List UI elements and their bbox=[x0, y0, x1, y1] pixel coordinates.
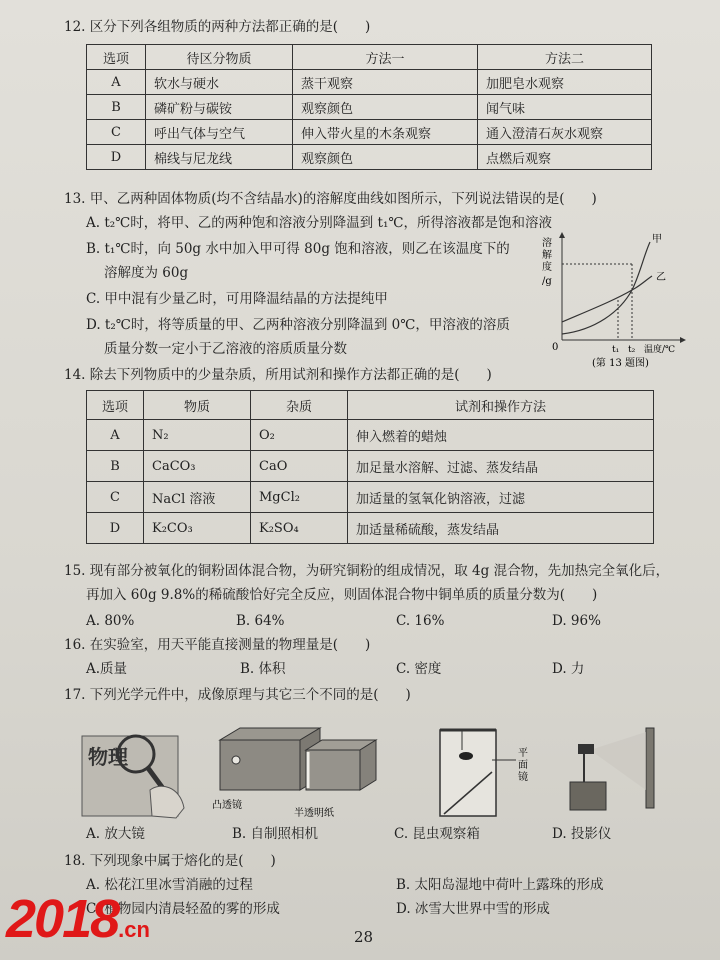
table-header-row bbox=[87, 45, 652, 70]
q13-stem: 13. 甲、乙两种固体物质(均不含结晶水)的溶解度曲线如图所示，下列说法错误的是( ) bbox=[64, 191, 597, 207]
page-number: 28 bbox=[354, 928, 374, 946]
q18-stem: 18. 下列现象中属于熔化的是( ) bbox=[64, 853, 276, 869]
magnifier-figure bbox=[80, 720, 190, 820]
camera-figure bbox=[210, 720, 390, 820]
table-row bbox=[87, 420, 654, 451]
watermark-logo bbox=[6, 888, 150, 950]
q17-option-a: A. 放大镜 bbox=[86, 826, 145, 842]
q17-option-b: B. 自制照相机 bbox=[232, 826, 319, 842]
table-header-cell: 方法二 bbox=[478, 45, 652, 70]
q18-option-a: A. 松花江里冰雪消融的过程 bbox=[86, 877, 253, 893]
q15-option-a: A. 80% bbox=[86, 613, 135, 629]
origin-label: 0 bbox=[552, 342, 559, 353]
curve-jia bbox=[562, 242, 650, 334]
table-row bbox=[87, 120, 652, 145]
table-cell: A bbox=[87, 70, 146, 95]
q17-option-c: C. 昆虫观察箱 bbox=[394, 826, 480, 842]
q14-stem: 14. 除去下列物质中的少量杂质，所用试剂和操作方法都正确的是( ) bbox=[64, 367, 492, 383]
q17-option-d: D. 投影仪 bbox=[552, 826, 612, 842]
y-label: 解 bbox=[542, 250, 552, 261]
table-cell: K₂SO₄ bbox=[251, 513, 348, 544]
table-cell: B bbox=[87, 95, 146, 120]
series-yi-label: 乙 bbox=[656, 272, 666, 283]
box-front bbox=[220, 740, 300, 790]
projector-figure bbox=[560, 720, 670, 820]
table-header-row bbox=[87, 391, 654, 420]
q17-stem: 17. 下列光学元件中，成像原理与其它三个不同的是( ) bbox=[64, 687, 411, 703]
book-title: 物理 bbox=[88, 745, 128, 769]
table-cell: 蒸干观察 bbox=[293, 70, 478, 95]
y-label: 度 bbox=[542, 262, 552, 273]
q15-stem-line1: 15. 现有部分被氧化的铜粉固体混合物，为研究铜粉的组成情况，取 4g 混合物，先加热完全氧化后， bbox=[64, 563, 670, 579]
x-label: 温度/℃ bbox=[644, 345, 676, 355]
series-jia-label: 甲 bbox=[652, 234, 662, 245]
q15-option-b: B. 64% bbox=[236, 613, 285, 629]
q18-option-c: C. 植物园内清晨轻盈的雾的形成 bbox=[86, 901, 280, 917]
q15-stem-line2: 再加入 60g 9.8%的稀硫酸恰好完全反应，则固体混合物中铜单质的质量分数为( ) bbox=[86, 587, 598, 603]
q16-option-d: D. 力 bbox=[552, 661, 585, 677]
table-header-cell: 试剂和操作方法 bbox=[348, 391, 654, 420]
table-cell: 棉线与尼龙线 bbox=[146, 145, 293, 170]
q13-option-a: A. t₂℃时，将甲、乙的两种饱和溶液分别降温到 t₁℃，所得溶液都是饱和溶液 bbox=[86, 215, 552, 231]
mirror-label: 面 bbox=[518, 760, 528, 771]
mirror-label: 镜 bbox=[518, 772, 528, 783]
table-row bbox=[87, 145, 652, 170]
q13-option-d-cont: 质量分数一定小于乙溶液的溶质质量分数 bbox=[104, 341, 347, 357]
q18-option-d: D. 冰雪大世界中雪的形成 bbox=[396, 901, 550, 917]
table-cell: 通入澄清石灰水观察 bbox=[478, 120, 652, 145]
hand bbox=[150, 786, 184, 818]
table-cell: B bbox=[87, 451, 144, 482]
q15-option-d: D. 96% bbox=[552, 613, 601, 629]
chart-caption: (第 13 题图) bbox=[592, 358, 649, 368]
table-row bbox=[87, 513, 654, 544]
table-cell: CaO bbox=[251, 451, 348, 482]
q16-option-c: C. 密度 bbox=[396, 661, 442, 677]
screen bbox=[646, 728, 654, 808]
curve-yi bbox=[562, 276, 652, 322]
table-cell: N₂ bbox=[144, 420, 251, 451]
lens-label: 凸透镜 bbox=[212, 800, 242, 811]
paper-label: 半透明纸 bbox=[294, 808, 334, 819]
q13-option-c: C. 甲中混有少量乙时，可用降温结晶的方法提纯甲 bbox=[86, 291, 388, 307]
t1-tick-label: t₁ bbox=[612, 345, 620, 355]
q13-option-d: D. t₂℃时，将等质量的甲、乙两种溶液分别降温到 0℃，甲溶液的溶质 bbox=[86, 317, 510, 333]
table-header-cell: 方法一 bbox=[293, 45, 478, 70]
light-beam bbox=[590, 732, 646, 790]
table-cell: D bbox=[87, 513, 144, 544]
q16-option-b: B. 体积 bbox=[240, 661, 286, 677]
table-row bbox=[87, 95, 652, 120]
q13-option-b-cont: 溶解度为 60g bbox=[104, 265, 189, 281]
table-cell: 伸入燃着的蜡烛 bbox=[348, 420, 654, 451]
table-cell: 磷矿粉与碳铵 bbox=[146, 95, 293, 120]
table-cell: 观察颜色 bbox=[293, 145, 478, 170]
table-cell: 点燃后观察 bbox=[478, 145, 652, 170]
q15-option-c: C. 16% bbox=[396, 613, 445, 629]
table-header-cell: 选项 bbox=[87, 45, 146, 70]
inner-box-front bbox=[306, 750, 360, 790]
table-row bbox=[87, 451, 654, 482]
table-header-cell: 待区分物质 bbox=[146, 45, 293, 70]
table-cell: NaCl 溶液 bbox=[144, 482, 251, 513]
table-cell: O₂ bbox=[251, 420, 348, 451]
y-label: /g bbox=[542, 276, 552, 287]
q12-stem: 12. 区分下列各组物质的两种方法都正确的是( ) bbox=[64, 19, 371, 35]
table-cell: C bbox=[87, 482, 144, 513]
mirror-label: 平 bbox=[518, 748, 528, 759]
x-axis-arrow bbox=[680, 337, 686, 343]
q16-stem: 16. 在实验室，用天平能直接测量的物理量是( ) bbox=[64, 637, 371, 653]
table-cell: 呼出气体与空气 bbox=[146, 120, 293, 145]
q12-table bbox=[86, 44, 652, 170]
y-axis-arrow bbox=[559, 232, 565, 238]
watermark-main: 2018 bbox=[6, 889, 119, 949]
projector-base bbox=[570, 782, 606, 810]
q16-option-a: A.质量 bbox=[86, 661, 128, 677]
table-cell: 闻气味 bbox=[478, 95, 652, 120]
q18-option-b: B. 太阳岛湿地中荷叶上露珠的形成 bbox=[396, 877, 604, 893]
table-cell: CaCO₃ bbox=[144, 451, 251, 482]
q13-option-b: B. t₁℃时，向 50g 水中加入甲可得 80g 饱和溶液，则乙在该温度下的 bbox=[86, 241, 510, 257]
table-cell: 加足量水溶解、过滤、蒸发结晶 bbox=[348, 451, 654, 482]
table-cell: 加适量的氢氧化钠溶液，过滤 bbox=[348, 482, 654, 513]
table-cell: 加适量稀硫酸，蒸发结晶 bbox=[348, 513, 654, 544]
table-cell: 软水与硬水 bbox=[146, 70, 293, 95]
insect-box-figure bbox=[430, 720, 550, 820]
table-cell: C bbox=[87, 120, 146, 145]
insect-icon bbox=[459, 752, 473, 760]
table-cell: K₂CO₃ bbox=[144, 513, 251, 544]
t2-tick-label: t₂ bbox=[628, 345, 636, 355]
solubility-chart bbox=[540, 230, 690, 368]
table-cell: 伸入带火星的木条观察 bbox=[293, 120, 478, 145]
table-row bbox=[87, 482, 654, 513]
table-cell: 观察颜色 bbox=[293, 95, 478, 120]
table-header-cell: 物质 bbox=[144, 391, 251, 420]
table-header-cell: 杂质 bbox=[251, 391, 348, 420]
table-row bbox=[87, 70, 652, 95]
q14-table bbox=[86, 390, 654, 544]
table-cell: 加肥皂水观察 bbox=[478, 70, 652, 95]
lens-hole bbox=[232, 756, 240, 764]
table-cell: A bbox=[87, 420, 144, 451]
y-label: 溶 bbox=[542, 238, 552, 249]
watermark-suffix: .cn bbox=[118, 917, 150, 942]
projector-head bbox=[578, 744, 594, 754]
table-cell: D bbox=[87, 145, 146, 170]
box-outline bbox=[440, 730, 496, 816]
table-header-cell: 选项 bbox=[87, 391, 144, 420]
table-cell: MgCl₂ bbox=[251, 482, 348, 513]
